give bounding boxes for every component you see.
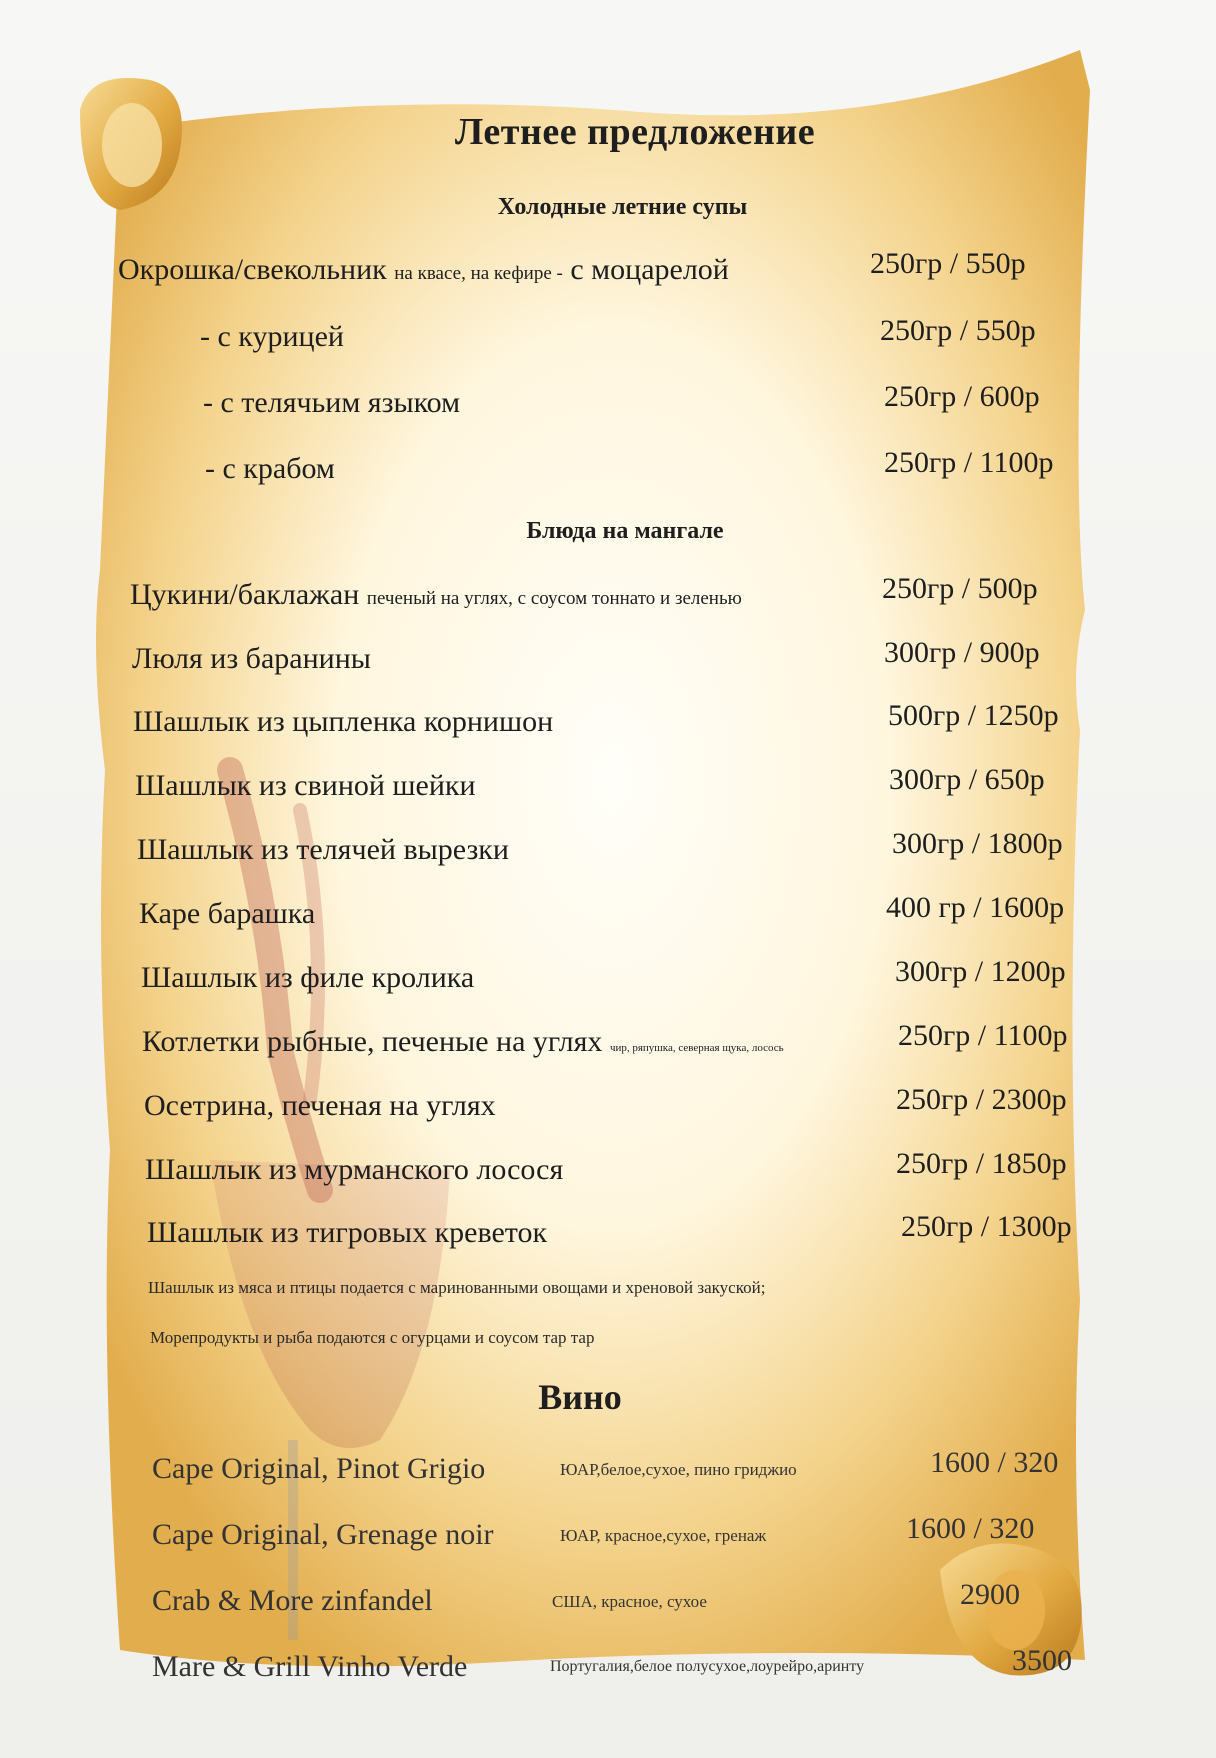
wine-price: 1600 / 320: [930, 1446, 1059, 1479]
item-price: 300гр / 1200р: [895, 955, 1066, 988]
item-price: 250гр / 1100р: [898, 1019, 1068, 1052]
item-price: 250гр / 600р: [884, 380, 1040, 413]
item-name: Котлетки рыбные, печеные на углях чир, ряпушка, северная щука, лосось: [142, 1025, 784, 1058]
item-price: 250гр / 500р: [882, 572, 1038, 605]
item-name: Каре барашка: [139, 897, 316, 930]
item-price: 300гр / 1800р: [892, 827, 1063, 860]
wine-name: Crab & More zinfandel: [152, 1584, 433, 1617]
wine-price: 3500: [1012, 1644, 1072, 1677]
wine-desc: Португалия,белое полусухое,лоурейро,аринту: [550, 1658, 865, 1675]
section-wine: Вино: [538, 1377, 622, 1417]
item-name: Шашлык из цыпленка корнишон: [133, 705, 554, 738]
footnote-seafood: Морепродукты и рыба подаются с огурцами и соусом тар тар: [150, 1328, 595, 1347]
item-name: Люля из баранины: [132, 642, 371, 675]
wine-name: Mare & Grill Vinho Verde: [152, 1650, 468, 1683]
item-name: Цукини/баклажан печеный на углях, с соусом тоннато и зеленью: [130, 578, 742, 611]
wine-name: Cape Original, Grenage noir: [152, 1518, 494, 1551]
item-price: 250гр / 1300р: [901, 1210, 1072, 1243]
item-price: 300гр / 650р: [889, 763, 1045, 796]
item-name: - с крабом: [205, 452, 335, 485]
wine-name: Cape Original, Pinot Grigio: [152, 1452, 486, 1485]
item-name: - с телячьим языком: [203, 386, 461, 419]
item-price: 250гр / 1850р: [896, 1147, 1067, 1180]
section-grill: Блюда на мангале: [526, 518, 724, 544]
wine-desc: ЮАР, красное,сухое, гренаж: [560, 1526, 767, 1545]
item-name: Шашлык из телячей вырезки: [137, 833, 509, 866]
item-name: Осетрина, печеная на углях: [144, 1089, 496, 1122]
wine-desc: ЮАР,белое,сухое, пино гриджио: [560, 1460, 797, 1479]
item-name: - с курицей: [200, 320, 344, 353]
item-price: 250гр / 550р: [870, 247, 1026, 280]
item-name: Шашлык из филе кролика: [141, 961, 475, 994]
item-name: Шашлык из мурманского лосося: [145, 1153, 564, 1186]
item-price: 500гр / 1250р: [888, 699, 1059, 732]
item-name: Шашлык из тигровых креветок: [147, 1216, 548, 1249]
item-price: 400 гр / 1600р: [886, 891, 1065, 924]
wine-desc: США, красное, сухое: [552, 1592, 707, 1611]
wine-price: 2900: [960, 1578, 1020, 1611]
page-title: Летнее предложение: [454, 111, 816, 153]
section-cold-soups: Холодные летние супы: [497, 194, 748, 220]
item-price: 250гр / 1100р: [884, 446, 1054, 479]
item-price: 250гр / 2300р: [896, 1083, 1067, 1116]
footnote-meat: Шашлык из мяса и птицы подается с маринованными овощами и хреновой закуской;: [148, 1278, 766, 1297]
item-price: 250гр / 550р: [880, 314, 1036, 347]
item-name: Окрошка/свекольник на квасе, на кефире - с моцарелой: [118, 253, 729, 286]
item-name: Шашлык из свиной шейки: [135, 769, 476, 802]
wine-price: 1600 / 320: [906, 1512, 1035, 1545]
item-price: 300гр / 900р: [884, 636, 1040, 669]
